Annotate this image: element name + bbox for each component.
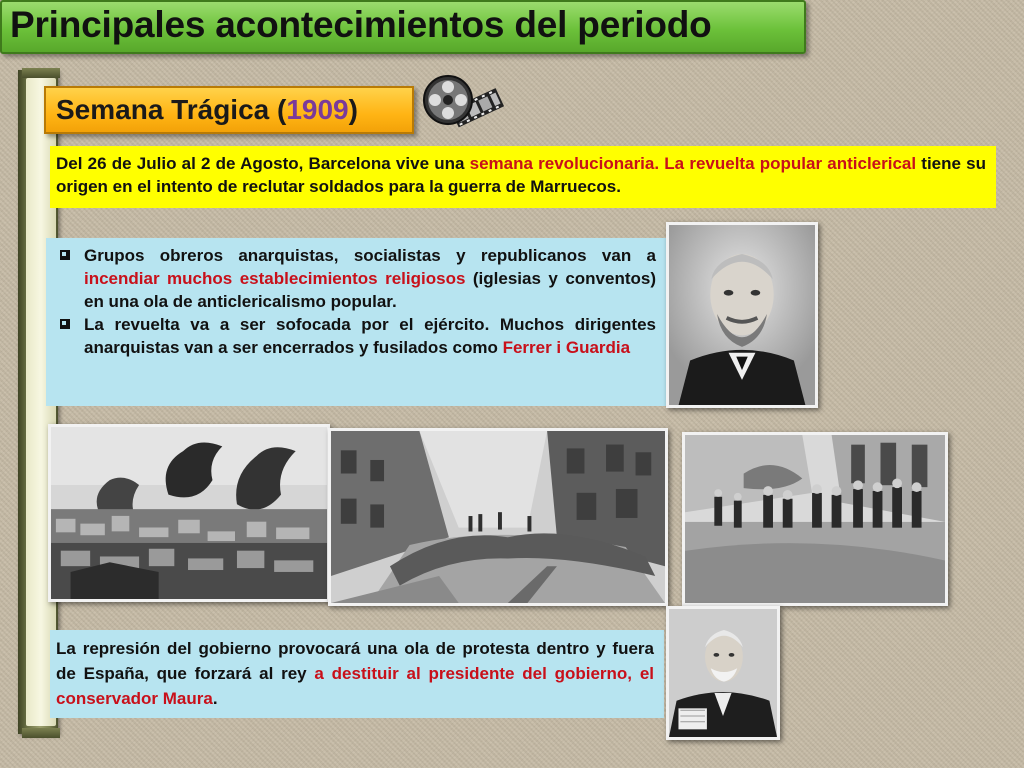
bullet-text: (iglesias y conventos) en una ola de anticlericalismo popular. [84,269,656,311]
intro-highlight-anticlerical: anticlerical [827,154,917,173]
decorative-rail-cap-bottom [22,728,60,738]
conclusion-text: La represión del gobierno provocará una ola de protesta dentro y fuera de España, que forzará al rey [56,639,654,683]
section-heading-prefix: Semana Trágica ( [56,94,287,125]
intro-highlight-revuelta: La revuelta popular [664,154,828,173]
section-heading-box [44,86,414,134]
bullet-highlight: Ferrer i Guardia [502,338,631,357]
intro-highlight-revolucionaria: semana revolucionaria. [469,154,660,173]
conclusion-period: . [212,689,218,708]
bullet-highlight: incendiar muchos establecimientos religiosos [84,269,466,288]
conclusion-paragraph [50,630,664,718]
intro-paragraph [50,146,996,208]
bullet-list [46,238,666,406]
list-item [56,244,656,313]
bullet-text: Grupos obreros anarquistas, socialistas y republicanos van a [84,246,656,265]
portrait-photo-maura [666,606,780,740]
bullet-square-icon [60,250,70,260]
intro-text-2: tiene su origen en el intento de reclutar soldados para la guerra de Marruecos. [56,154,986,196]
list-item [56,313,656,359]
intro-text-1: Del 26 de Julio al 2 de Agosto, Barcelona vive una [56,154,470,173]
photo-soldiers [682,432,948,606]
bullet-square-icon [60,319,70,329]
film-reel-icon [420,70,504,142]
section-heading-year: 1909 [286,94,349,125]
section-heading-suffix: ) [348,94,358,125]
bullet-text: La revuelta va a ser sofocada por el ejército. Muchos dirigentes anarquistas van a ser encerrados y fusilados como [84,315,656,357]
photo-barricade-street [328,428,668,606]
decorative-rail-cap-top [22,68,60,78]
section-heading [56,94,358,126]
page-title: Principales acontecimientos del periodo [10,4,712,45]
photo-burning-city [48,424,330,602]
title-banner [0,0,806,54]
conclusion-highlight: a destituir al presidente del gobierno, el conservador Maura [56,664,655,708]
portrait-photo-ferrer [666,222,818,408]
